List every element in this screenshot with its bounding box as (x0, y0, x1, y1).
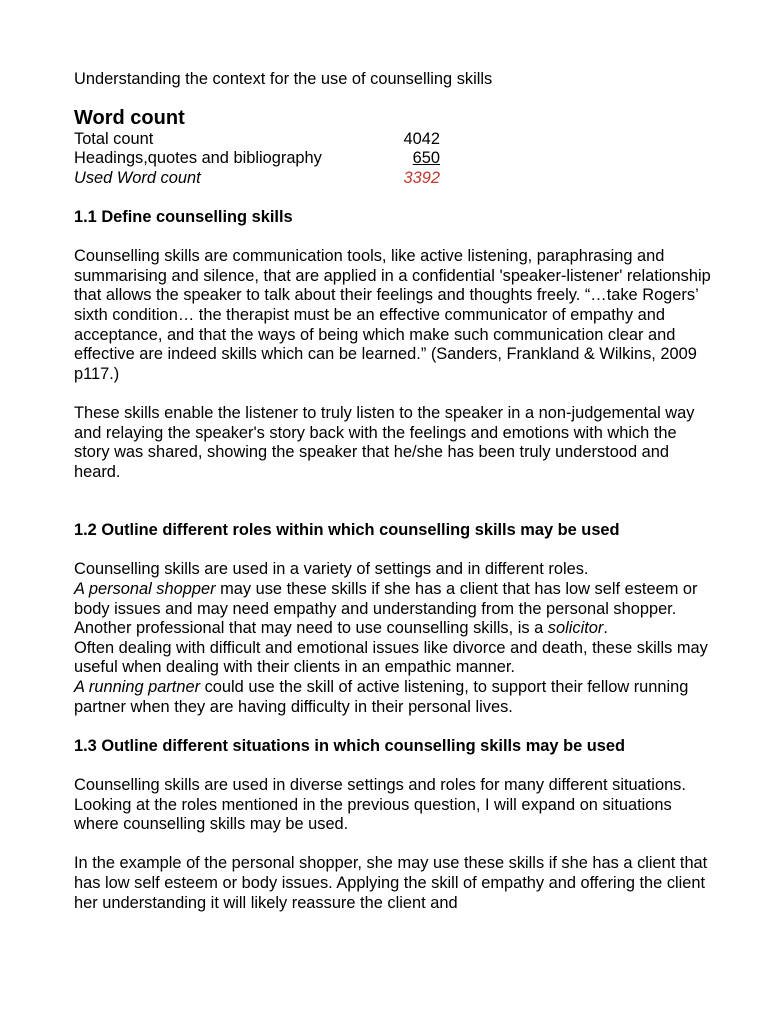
word-count-value: 3392 (403, 168, 440, 187)
word-count-row-total (74, 130, 440, 150)
paragraph (74, 580, 714, 619)
paragraph-text: Another professional that may need to use counselling skills, is a (74, 619, 548, 638)
word-count-value: 4042 (403, 129, 440, 148)
paragraph: Counselling skills are used in diverse settings and roles for many different situations. Looking at the roles mentioned in the previous question, I will expand on situations where counselling skills may be used. (74, 776, 686, 834)
paragraph: Counselling skills are used in a variety of settings and in different roles. (74, 560, 589, 579)
paragraph: In the example of the personal shopper, she may use these skills if she has a client that has low self esteem or body issues. Applying the skill of empathy and offering the client her understanding it will likely reassure the client and (74, 854, 708, 912)
word-count-row-headings (74, 149, 440, 169)
word-count-heading: Word count (74, 106, 185, 129)
word-count-label: Total count (74, 129, 154, 148)
section-heading-1-2: 1.2 Outline different roles within which counselling skills may be used (74, 521, 620, 540)
paragraph: Often dealing with difficult and emotional issues like divorce and death, these skills may useful when dealing with their clients in an empathic manner. (74, 638, 708, 677)
document-title: Understanding the context for the use of counselling skills (74, 70, 493, 88)
paragraph: Counselling skills are communication tools, like active listening, paraphrasing and summarising and silence, that are applied in a confidential 'speaker-listener' relationship that allows the speaker to talk about their feelings and thoughts freely. “…take Rogers’ sixth condition… the therapist must be an effective communicator of empathy and acceptance, and that the ways of being which make such communication clear and effective are indeed skills which can be learned.” (Sanders, Frankland & Wilkins, 2009 p117.) (74, 247, 711, 383)
role-name: A running partner (74, 678, 201, 697)
paragraph: These skills enable the listener to truly listen to the speaker in a non-judgemental way and relaying the speaker's story back with the feelings and emotions with which the story was shared, showing the speaker that he/she has been truly understood and heard. (74, 403, 695, 481)
word-count-row-used (74, 169, 440, 189)
paragraph-text: may use these skills if she has a client that has low self esteem or body issues and may need empathy and understanding from the personal shopper. (74, 580, 698, 618)
section-heading-1-1: 1.1 Define counselling skills (74, 207, 293, 226)
role-name: A personal shopper (74, 580, 216, 599)
paragraph (74, 678, 714, 717)
paragraph (74, 619, 714, 639)
document-page (74, 70, 714, 913)
word-count-label: Headings,quotes and bibliography (74, 149, 322, 168)
role-name: solicitor (547, 619, 604, 638)
word-count-table (74, 130, 714, 189)
word-count-value: 650 (412, 149, 440, 168)
paragraph-text: . (603, 619, 608, 638)
section-heading-1-3: 1.3 Outline different situations in which counselling skills may be used (74, 736, 626, 755)
word-count-label: Used Word count (74, 168, 201, 187)
paragraph-text: could use the skill of active listening, to support their fellow running partner when they are having difficulty in their personal lives. (74, 678, 689, 716)
